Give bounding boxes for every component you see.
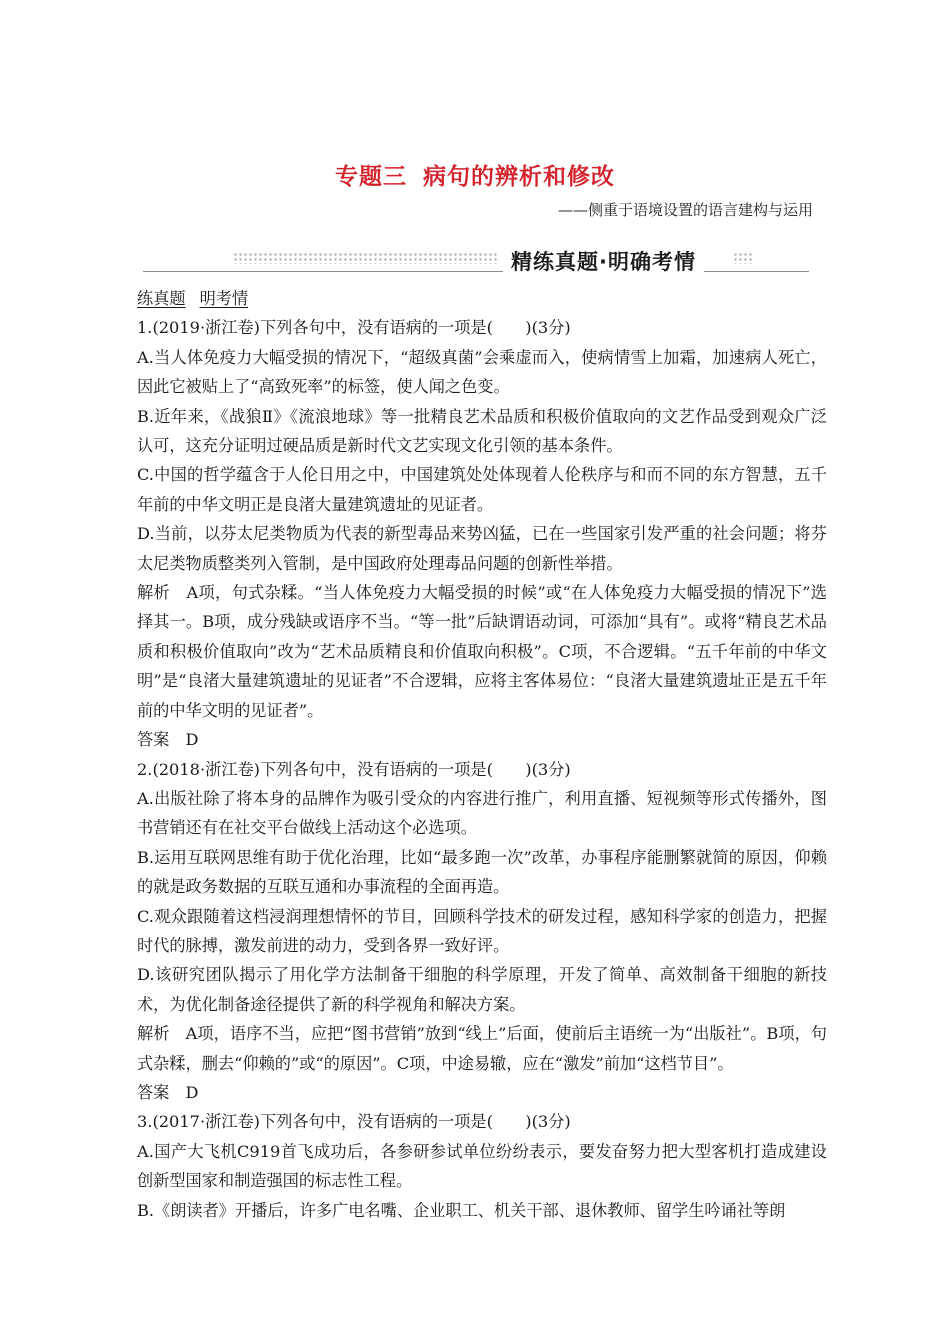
title-subject: 病句的辨析和修改 [423,164,615,190]
banner-dots-right [733,252,753,264]
section-label-a: 练真题 [137,289,186,308]
question-1-answer: 答案 D [137,730,199,750]
question-2-stem: 2.(2018·浙江卷)下列各句中，没有语病的一项是( )(3分) [137,759,571,779]
question-2-option-d: D.该研究团队揭示了用化学方法制备干细胞的科学原理，开发了简单、高效制备干细胞的新技术，为优化制备途径提供了新的科学视角和解决方案。 [137,965,827,1014]
section-banner [143,246,809,280]
banner-title: 精练真题·明确考情 [503,246,704,276]
question-1-option-d: D.当前，以芬太尼类物质为代表的新型毒品来势凶猛，已在一些国家引发严重的社会问题；将芬太尼类物质整类列入管制，是中国政府处理毒品问题的创新性举措。 [137,524,827,573]
page-subtitle: ——侧重于语境设置的语言建构与运用 [558,201,814,219]
question-1-stem: 1.(2019·浙江卷)下列各句中，没有语病的一项是( )(3分) [137,318,571,338]
question-2-option-a: A.出版社除了将本身的品牌作为吸引受众的内容进行推广，利用直播、短视频等形式传播外，图书营销还有在社交平台做线上活动这个必选项。 [137,788,827,838]
banner-dots-left [233,252,498,264]
question-3-option-b: B.《朗读者》开播后，许多广电名嘴、企业职工、机关干部、退休教师、留学生吟诵社等朗 [137,1200,786,1220]
question-3-option-a: A.国产大飞机C919首飞成功后，各参研参试单位纷纷表示，要发奋努力把大型客机打造成建设创新型国家和制造强国的标志性工程。 [137,1141,827,1191]
question-2-answer: 答案 D [137,1082,199,1102]
question-2-option-b: B.运用互联网思维有助于优化治理，比如“最多跑一次”改革，办事程序能删繁就简的原因，仰赖的就是政务数据的互联互通和办事流程的全面再造。 [137,847,827,897]
question-1-option-b: B.近年来，《战狼Ⅱ》《流浪地球》等一批精良艺术品质和积极价值取向的文艺作品受到观众广泛认可，这充分证明过硬品质是新时代文艺实现文化引领的基本条件。 [137,406,827,456]
section-label [137,284,827,313]
title-topic: 专题三 [335,164,407,190]
question-2-option-c: C.观众跟随着这档浸润理想情怀的节目，回顾科学技术的研发过程，感知科学家的创造力，把握时代的脉搏，激发前进的动力，受到各界一致好评。 [137,906,827,955]
section-label-b: 明考情 [199,289,249,308]
document-body [137,284,827,1225]
question-1-analysis: 解析 A项，句式杂糅。“当人体免疫力大幅受损的时候”或“在人体免疫力大幅受损的情况下”选择其一。B项，成分残缺或语序不当。“等一批”后缺谓语动词，可添加“具有”。或将“精良艺术品质和积极价值取向”改为“艺术品质精良和价值取向积极”。C项，不合逻辑。“五千年前的中华文明”是“良渚大量建筑遗址的见证者”不合逻辑，应将主客体易位：“良渚大量建筑遗址正是五千年前的中华文明的见证者”。 [137,583,827,720]
banner-rule [143,271,809,272]
page-title [0,158,950,191]
question-3-stem: 3.(2017·浙江卷)下列各句中，没有语病的一项是( )(3分) [137,1112,571,1132]
question-1-option-c: C.中国的哲学蕴含于人伦日用之中，中国建筑处处体现着人伦秩序与和而不同的东方智慧，五千年前的中华文明正是良渚大量建筑遗址的见证者。 [137,465,827,514]
question-2-analysis: 解析 A项，语序不当，应把“图书营销”放到“线上”后面，使前后主语统一为“出版社”。B项，句式杂糅，删去“仰赖的”或“的原因”。C项，中途易辙，应在“激发”前加“这档节目”。 [137,1024,827,1073]
question-1-option-a: A.当人体免疫力大幅受损的情况下，“超级真菌”会乘虚而入，使病情雪上加霜，加速病人死亡，因此它被贴上了“高致死率”的标签，使人闻之色变。 [137,347,827,397]
